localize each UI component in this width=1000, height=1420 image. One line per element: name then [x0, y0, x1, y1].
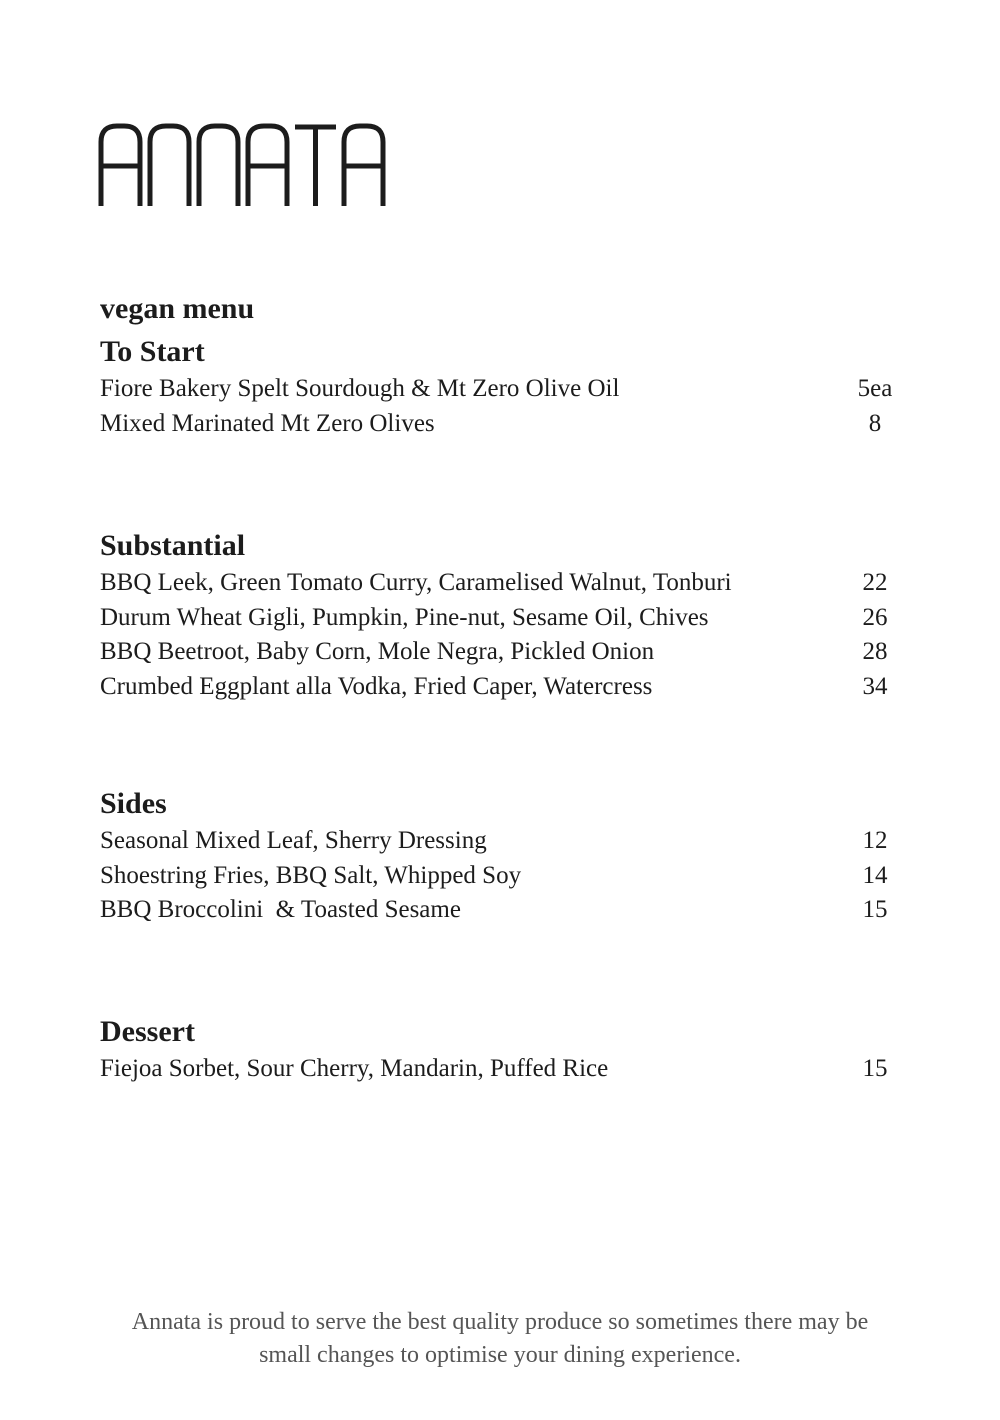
list-item — [100, 635, 893, 670]
item-price: 14 — [862, 861, 888, 889]
item-name: Fiore Bakery Spelt Sourdough & Mt Zero Olive Oil — [100, 375, 620, 402]
section-sides — [100, 784, 900, 928]
item-price: 12 — [862, 827, 888, 854]
item-name: Mixed Marinated Mt Zero Olives — [100, 409, 435, 437]
item-price: 28 — [862, 638, 888, 665]
item-name: Durum Wheat Gigli, Pumpkin, Pine-nut, Sesame Oil, Chives — [100, 603, 709, 631]
footer-line: small changes to optimise your dining experience. — [259, 1342, 741, 1368]
item-price: 15 — [862, 1055, 888, 1082]
section-title: Dessert — [100, 1015, 195, 1048]
list-item — [100, 893, 893, 928]
item-name: Fiejoa Sorbet, Sour Cherry, Mandarin, Puffed Rice — [100, 1055, 609, 1082]
list-item — [100, 859, 893, 894]
section-title: Substantial — [100, 529, 246, 562]
item-name: Shoestring Fries, BBQ Salt, Whipped Soy — [100, 861, 522, 889]
list-item — [100, 670, 893, 705]
item-price: 22 — [862, 569, 888, 596]
section-dessert — [100, 1012, 900, 1087]
item-price: 34 — [862, 672, 888, 700]
item-name: Crumbed Eggplant alla Vodka, Fried Caper, Watercress — [100, 672, 653, 700]
item-price: 26 — [862, 603, 888, 631]
list-item — [100, 372, 893, 407]
list-item — [100, 1052, 893, 1087]
item-name: Seasonal Mixed Leaf, Sherry Dressing — [100, 827, 487, 854]
menu-title: vegan menu — [100, 292, 255, 325]
item-price: 8 — [868, 409, 882, 437]
footer-line: Annata is proud to serve the best quality produce so sometimes there may be — [131, 1309, 869, 1335]
annata-wordmark-icon — [98, 122, 388, 206]
brand-logo — [98, 122, 388, 206]
section-title: To Start — [100, 335, 205, 368]
menu — [100, 290, 900, 1082]
footer-note — [100, 1306, 900, 1372]
item-name: BBQ Leek, Green Tomato Curry, Caramelised Walnut, Tonburi — [100, 569, 732, 596]
section-title: Sides — [100, 787, 167, 820]
list-item — [100, 566, 893, 601]
item-price: 15 — [862, 896, 888, 923]
section-to-start — [100, 332, 900, 441]
item-name: BBQ Beetroot, Baby Corn, Mole Negra, Pickled Onion — [100, 638, 655, 665]
section-substantial — [100, 526, 900, 704]
list-item — [100, 824, 893, 859]
list-item — [100, 407, 893, 442]
item-price: 5ea — [857, 375, 893, 402]
item-name: BBQ Broccolini & Toasted Sesame — [100, 896, 461, 923]
list-item — [100, 601, 893, 636]
